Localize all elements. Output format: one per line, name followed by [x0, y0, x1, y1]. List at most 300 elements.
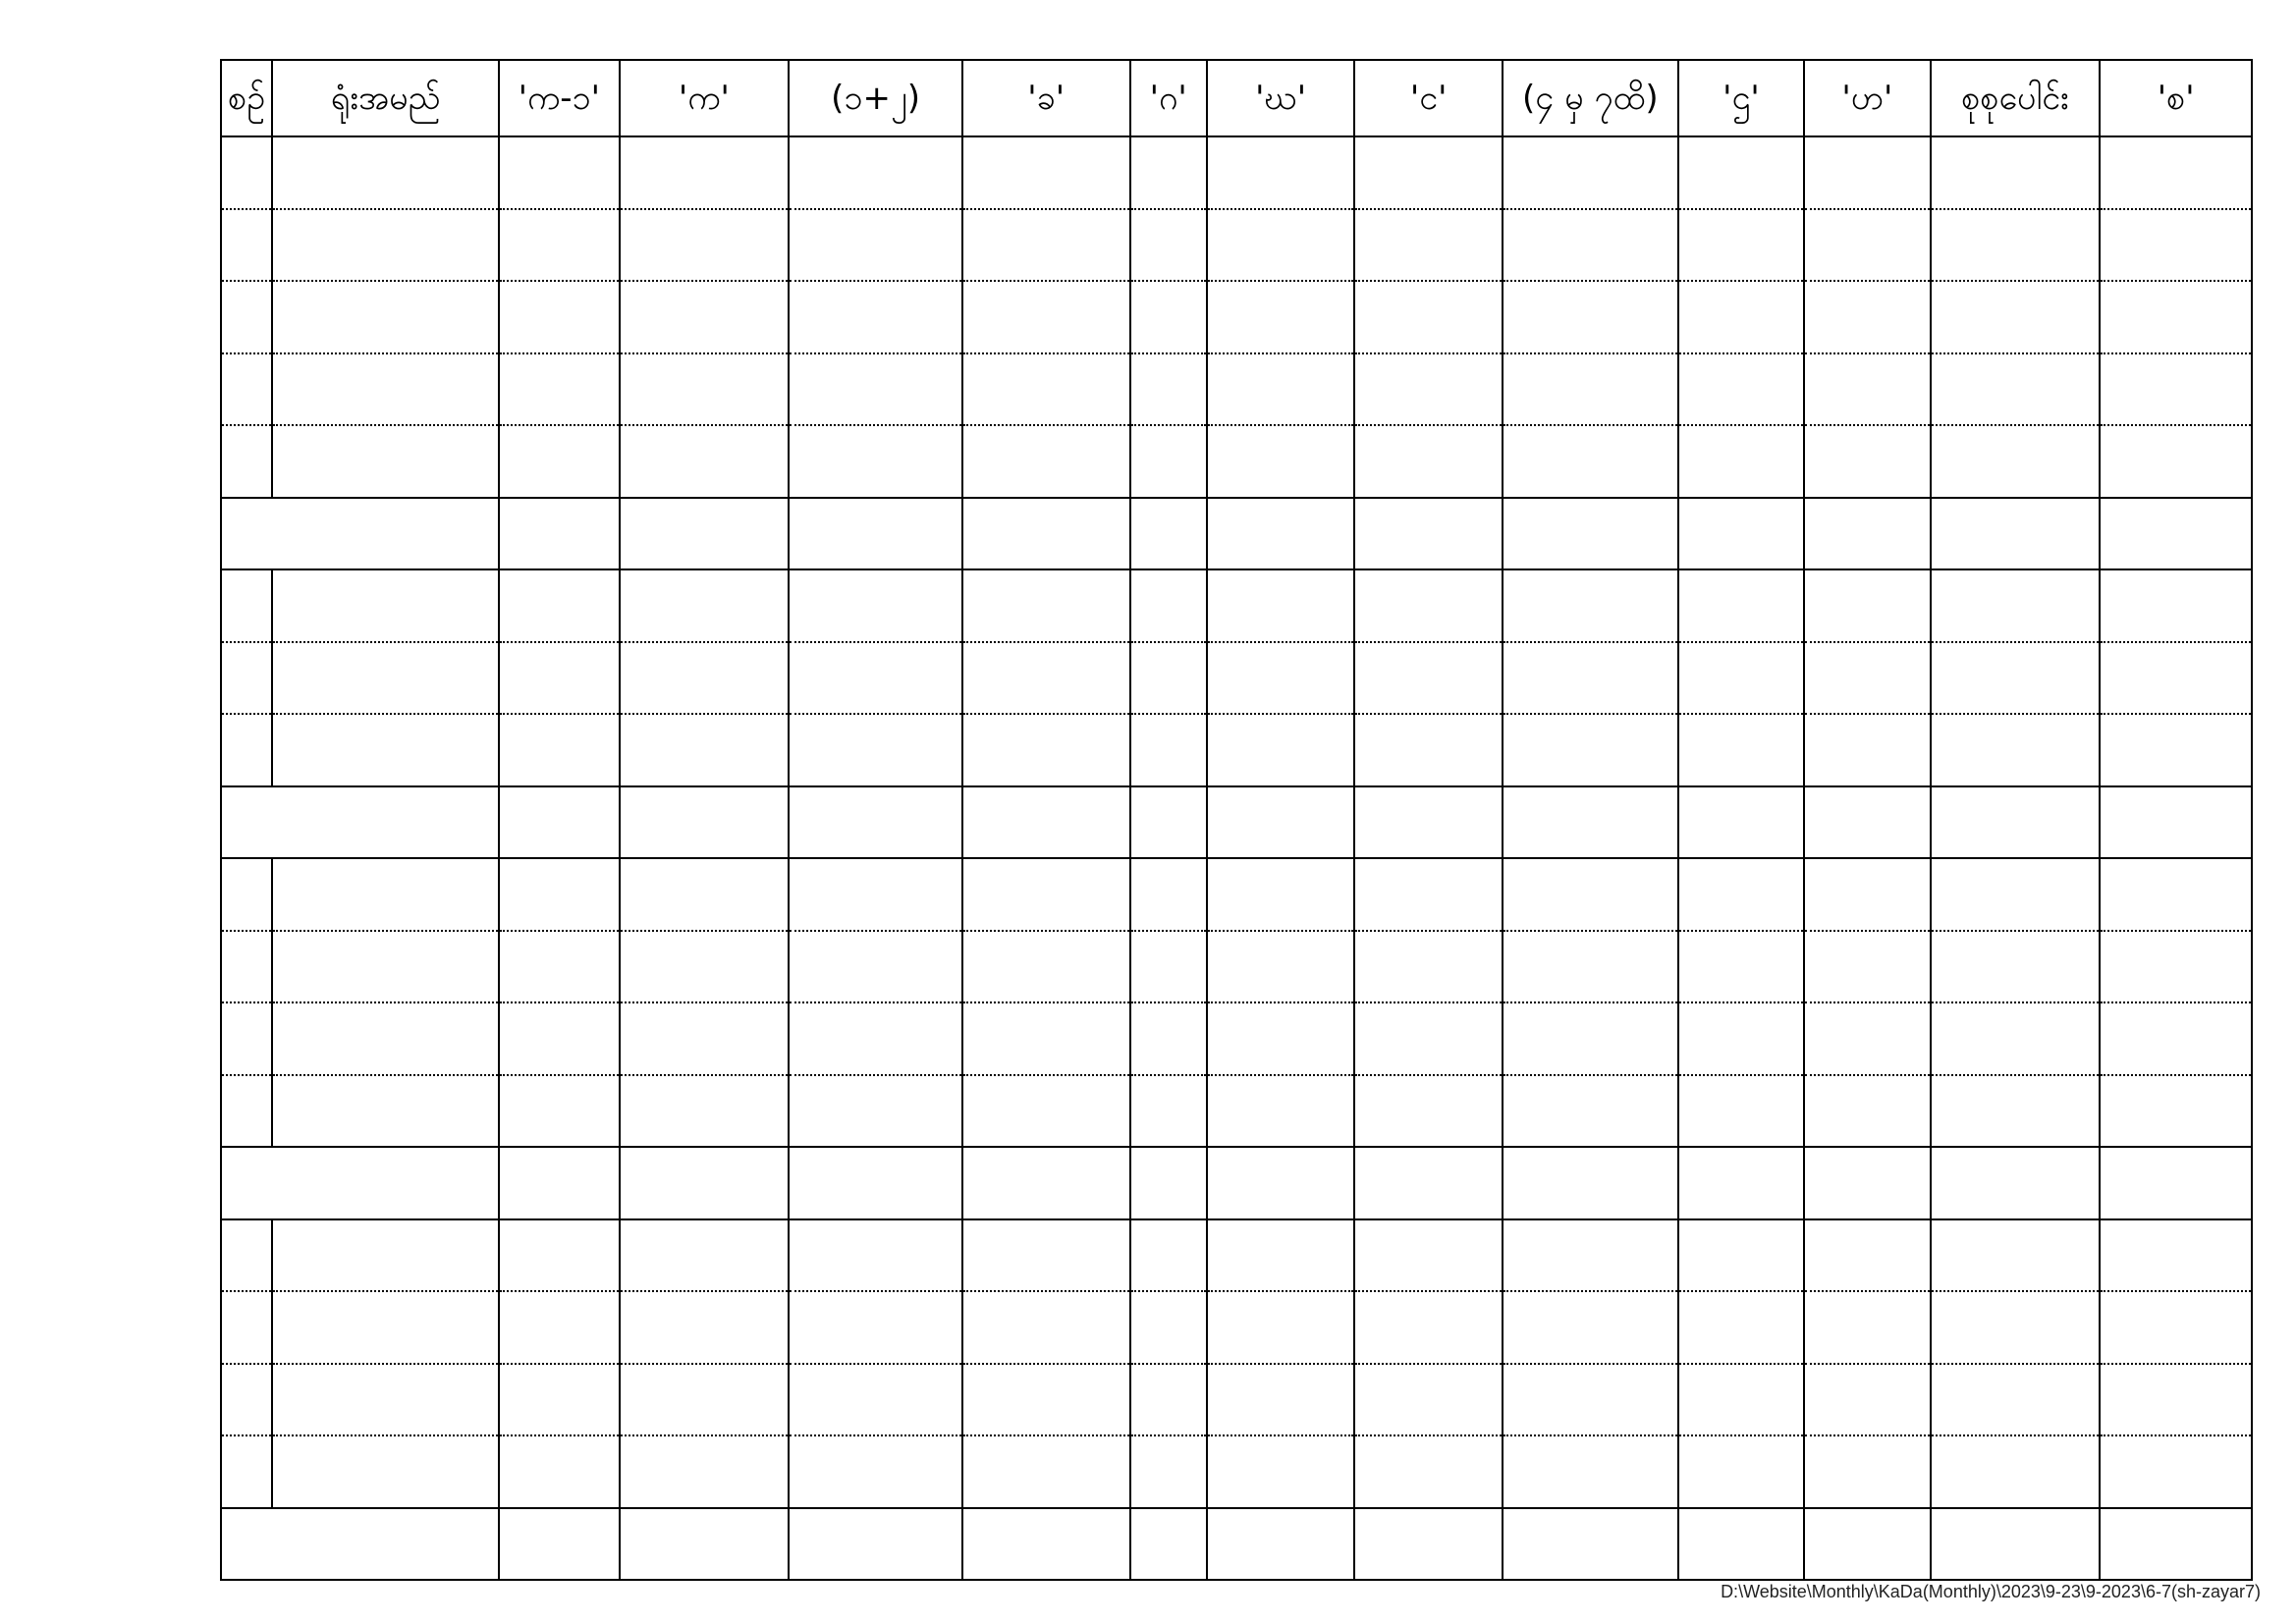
table-row: [221, 281, 2252, 353]
row-cell: [1130, 209, 1207, 282]
row-cell: [1207, 498, 1355, 570]
row-cell: [1804, 209, 1930, 282]
row-cell: [1207, 714, 1355, 786]
row-cell: [1931, 1002, 2101, 1075]
row-cell: [221, 786, 499, 859]
row-cell: [1130, 281, 1207, 353]
row-cell: [962, 1291, 1130, 1364]
row-cell: [1354, 425, 1503, 498]
row-cell: [789, 1219, 962, 1292]
table-row: [221, 1147, 2252, 1219]
table-row: [221, 642, 2252, 715]
row-cell: [1678, 1508, 1804, 1581]
row-cell: [1503, 858, 1678, 931]
row-cell: [1804, 1147, 1930, 1219]
row-cell: [962, 425, 1130, 498]
table-row: [221, 1435, 2252, 1508]
header-1-plus-2: (၁+၂): [789, 60, 962, 136]
header-sa: 'စ': [2100, 60, 2252, 136]
row-cell: [1931, 353, 2101, 426]
row-cell: [272, 209, 499, 282]
row-cell: [1130, 1364, 1207, 1436]
row-cell: [1931, 1435, 2101, 1508]
table-header: [221, 60, 2252, 136]
row-cell: [1678, 353, 1804, 426]
row-cell: [221, 1364, 272, 1436]
row-cell: [1678, 209, 1804, 282]
row-cell: [1678, 642, 1804, 715]
row-cell: [1130, 858, 1207, 931]
table-row: [221, 136, 2252, 209]
row-cell: [1354, 281, 1503, 353]
row-cell: [221, 281, 272, 353]
row-cell: [499, 1075, 619, 1148]
row-cell: [1503, 1002, 1678, 1075]
row-cell: [620, 931, 790, 1003]
row-cell: [499, 569, 619, 642]
row-cell: [1804, 1002, 1930, 1075]
row-cell: [962, 569, 1130, 642]
row-cell: [1503, 1435, 1678, 1508]
row-cell: [1207, 931, 1355, 1003]
table-row: [221, 858, 2252, 931]
row-cell: [272, 281, 499, 353]
row-cell: [1931, 569, 2101, 642]
row-cell: [1678, 1075, 1804, 1148]
row-cell: [2100, 1291, 2252, 1364]
row-cell: [1130, 642, 1207, 715]
row-cell: [620, 786, 790, 859]
row-cell: [1931, 209, 2101, 282]
row-cell: [1804, 714, 1930, 786]
header-ka-1: 'က-၁': [499, 60, 619, 136]
row-cell: [1503, 136, 1678, 209]
row-cell: [2100, 642, 2252, 715]
row-cell: [1503, 498, 1678, 570]
row-cell: [789, 498, 962, 570]
row-cell: [1130, 569, 1207, 642]
header-nga: 'င': [1354, 60, 1503, 136]
row-cell: [1931, 931, 2101, 1003]
row-cell: [789, 1147, 962, 1219]
row-cell: [272, 931, 499, 1003]
row-cell: [1354, 931, 1503, 1003]
header-4-to-7: (၄ မှ ၇ထိ): [1503, 60, 1678, 136]
row-cell: [1804, 1508, 1930, 1581]
row-cell: [221, 1291, 272, 1364]
row-cell: [620, 1075, 790, 1148]
row-cell: [272, 425, 499, 498]
row-cell: [962, 642, 1130, 715]
row-cell: [620, 1147, 790, 1219]
table-row: [221, 425, 2252, 498]
row-cell: [272, 1364, 499, 1436]
row-cell: [1678, 498, 1804, 570]
row-cell: [221, 209, 272, 282]
row-cell: [1354, 569, 1503, 642]
row-cell: [1804, 1364, 1930, 1436]
row-cell: [620, 714, 790, 786]
row-cell: [1503, 1075, 1678, 1148]
row-cell: [789, 569, 962, 642]
row-cell: [1678, 281, 1804, 353]
row-cell: [272, 353, 499, 426]
table-row: [221, 1219, 2252, 1292]
row-cell: [1207, 1435, 1355, 1508]
row-cell: [1207, 858, 1355, 931]
row-cell: [2100, 1508, 2252, 1581]
row-cell: [1804, 1075, 1930, 1148]
row-cell: [1207, 1075, 1355, 1148]
row-cell: [620, 1219, 790, 1292]
row-cell: [1354, 353, 1503, 426]
row-cell: [2100, 931, 2252, 1003]
row-cell: [1354, 1002, 1503, 1075]
row-cell: [1804, 1435, 1930, 1508]
row-cell: [1130, 425, 1207, 498]
row-cell: [1931, 281, 2101, 353]
row-cell: [221, 425, 272, 498]
row-cell: [620, 209, 790, 282]
row-cell: [962, 1219, 1130, 1292]
row-cell: [221, 353, 272, 426]
row-cell: [2100, 1364, 2252, 1436]
row-cell: [1678, 1291, 1804, 1364]
row-cell: [1931, 714, 2101, 786]
row-cell: [499, 498, 619, 570]
row-cell: [962, 1075, 1130, 1148]
row-cell: [221, 714, 272, 786]
header-gha: 'ဃ': [1207, 60, 1355, 136]
row-cell: [2100, 209, 2252, 282]
row-cell: [499, 1219, 619, 1292]
row-cell: [272, 714, 499, 786]
row-cell: [1678, 1435, 1804, 1508]
row-cell: [1804, 1219, 1930, 1292]
row-cell: [221, 498, 499, 570]
header-ka: 'က': [620, 60, 790, 136]
row-cell: [2100, 1147, 2252, 1219]
row-cell: [962, 1364, 1130, 1436]
header-kha: 'ခ': [962, 60, 1130, 136]
row-cell: [1130, 1291, 1207, 1364]
table-row: [221, 714, 2252, 786]
row-cell: [1804, 136, 1930, 209]
row-cell: [2100, 1075, 2252, 1148]
row-cell: [1503, 1219, 1678, 1292]
table-body: [221, 136, 2252, 1580]
row-cell: [789, 1508, 962, 1581]
header-office-name: ရုံးအမည်: [272, 60, 499, 136]
row-cell: [1931, 786, 2101, 859]
row-cell: [1503, 1291, 1678, 1364]
row-cell: [2100, 281, 2252, 353]
row-cell: [1931, 136, 2101, 209]
row-cell: [1931, 1508, 2101, 1581]
row-cell: [1931, 858, 2101, 931]
row-cell: [1130, 1435, 1207, 1508]
row-cell: [789, 642, 962, 715]
row-cell: [1931, 1291, 2101, 1364]
row-cell: [1207, 1364, 1355, 1436]
row-cell: [962, 858, 1130, 931]
row-cell: [1207, 1002, 1355, 1075]
row-cell: [1354, 1435, 1503, 1508]
row-cell: [221, 1075, 272, 1148]
table-row: [221, 1002, 2252, 1075]
table-row: [221, 1508, 2252, 1581]
row-cell: [620, 1364, 790, 1436]
table-row: [221, 209, 2252, 282]
row-cell: [1804, 1291, 1930, 1364]
row-cell: [499, 1364, 619, 1436]
row-cell: [962, 714, 1130, 786]
row-cell: [789, 209, 962, 282]
row-cell: [2100, 1219, 2252, 1292]
row-cell: [962, 353, 1130, 426]
row-cell: [1207, 1291, 1355, 1364]
row-cell: [962, 498, 1130, 570]
row-cell: [1804, 642, 1930, 715]
row-cell: [499, 1002, 619, 1075]
row-cell: [1503, 786, 1678, 859]
row-cell: [2100, 786, 2252, 859]
row-cell: [962, 1002, 1130, 1075]
header-ha: 'ဟ': [1804, 60, 1930, 136]
row-cell: [1130, 786, 1207, 859]
row-cell: [1207, 281, 1355, 353]
row-cell: [1503, 1147, 1678, 1219]
row-cell: [620, 569, 790, 642]
row-cell: [962, 281, 1130, 353]
row-cell: [499, 353, 619, 426]
header-total: စုစုပေါင်း: [1931, 60, 2101, 136]
row-cell: [1804, 569, 1930, 642]
row-cell: [962, 1435, 1130, 1508]
row-cell: [1678, 786, 1804, 859]
row-cell: [1804, 281, 1930, 353]
row-cell: [620, 1291, 790, 1364]
row-cell: [962, 1508, 1130, 1581]
row-cell: [620, 858, 790, 931]
row-cell: [2100, 136, 2252, 209]
row-cell: [2100, 858, 2252, 931]
row-cell: [789, 1364, 962, 1436]
row-cell: [221, 858, 272, 931]
row-cell: [1678, 1147, 1804, 1219]
row-cell: [789, 1002, 962, 1075]
row-cell: [1130, 498, 1207, 570]
row-cell: [1354, 1508, 1503, 1581]
row-cell: [499, 1435, 619, 1508]
row-cell: [1354, 1219, 1503, 1292]
row-cell: [1804, 498, 1930, 570]
row-cell: [2100, 425, 2252, 498]
row-cell: [1354, 858, 1503, 931]
data-table: [220, 59, 2253, 1581]
row-cell: [620, 136, 790, 209]
row-cell: [789, 353, 962, 426]
row-cell: [789, 931, 962, 1003]
table-row: [221, 569, 2252, 642]
row-cell: [1678, 1219, 1804, 1292]
table-row: [221, 1075, 2252, 1148]
row-cell: [1130, 931, 1207, 1003]
table-row: [221, 498, 2252, 570]
row-cell: [620, 1508, 790, 1581]
row-cell: [789, 136, 962, 209]
row-cell: [962, 931, 1130, 1003]
row-cell: [221, 1508, 499, 1581]
row-cell: [1130, 1147, 1207, 1219]
row-cell: [789, 1075, 962, 1148]
header-hta: 'ဌ': [1678, 60, 1804, 136]
row-cell: [1207, 1508, 1355, 1581]
row-cell: [789, 858, 962, 931]
row-cell: [499, 281, 619, 353]
row-cell: [499, 714, 619, 786]
row-cell: [1354, 714, 1503, 786]
row-cell: [789, 786, 962, 859]
row-cell: [1207, 353, 1355, 426]
row-cell: [962, 786, 1130, 859]
row-cell: [1207, 642, 1355, 715]
row-cell: [272, 1219, 499, 1292]
row-cell: [1678, 931, 1804, 1003]
row-cell: [221, 1435, 272, 1508]
row-cell: [272, 1435, 499, 1508]
data-table-wrapper: [220, 59, 2253, 1581]
row-cell: [789, 281, 962, 353]
file-path-text: D:\Website\Monthly\KaDa(Monthly)\2023\9-23\9-2023\6-7(sh-zayar7): [1721, 1582, 2261, 1601]
row-cell: [499, 209, 619, 282]
row-cell: [1804, 931, 1930, 1003]
row-cell: [1931, 1364, 2101, 1436]
header-ga: 'ဂ': [1130, 60, 1207, 136]
row-cell: [1503, 1364, 1678, 1436]
row-cell: [1130, 1219, 1207, 1292]
row-cell: [1678, 858, 1804, 931]
row-cell: [221, 1147, 499, 1219]
row-cell: [620, 498, 790, 570]
row-cell: [272, 1291, 499, 1364]
row-cell: [272, 858, 499, 931]
row-cell: [1207, 1147, 1355, 1219]
row-cell: [1804, 786, 1930, 859]
row-cell: [1207, 425, 1355, 498]
row-cell: [1678, 714, 1804, 786]
table-row: [221, 931, 2252, 1003]
row-cell: [499, 136, 619, 209]
row-cell: [1354, 136, 1503, 209]
row-cell: [1931, 642, 2101, 715]
row-cell: [1503, 425, 1678, 498]
row-cell: [1354, 786, 1503, 859]
row-cell: [2100, 1002, 2252, 1075]
row-cell: [962, 1147, 1130, 1219]
row-cell: [2100, 569, 2252, 642]
row-cell: [1503, 209, 1678, 282]
row-cell: [1931, 498, 2101, 570]
row-cell: [620, 425, 790, 498]
row-cell: [789, 425, 962, 498]
row-cell: [1931, 1075, 2101, 1148]
row-cell: [1354, 498, 1503, 570]
row-cell: [1130, 714, 1207, 786]
row-cell: [1503, 353, 1678, 426]
row-cell: [1678, 425, 1804, 498]
row-cell: [1503, 569, 1678, 642]
row-cell: [1678, 1364, 1804, 1436]
row-cell: [620, 642, 790, 715]
row-cell: [221, 1002, 272, 1075]
row-cell: [1804, 858, 1930, 931]
row-cell: [1503, 714, 1678, 786]
row-cell: [272, 1002, 499, 1075]
row-cell: [272, 1075, 499, 1148]
row-cell: [1354, 1291, 1503, 1364]
row-cell: [499, 1147, 619, 1219]
row-cell: [1354, 1147, 1503, 1219]
row-cell: [1354, 1364, 1503, 1436]
row-cell: [221, 1219, 272, 1292]
row-cell: [1503, 642, 1678, 715]
row-cell: [1207, 786, 1355, 859]
row-cell: [2100, 714, 2252, 786]
row-cell: [789, 1435, 962, 1508]
row-cell: [272, 569, 499, 642]
row-cell: [221, 642, 272, 715]
row-cell: [1678, 136, 1804, 209]
row-cell: [1503, 281, 1678, 353]
row-cell: [499, 1291, 619, 1364]
row-cell: [1130, 1508, 1207, 1581]
row-cell: [789, 714, 962, 786]
row-cell: [499, 642, 619, 715]
row-cell: [1503, 1508, 1678, 1581]
row-cell: [789, 1291, 962, 1364]
row-cell: [499, 931, 619, 1003]
row-cell: [499, 425, 619, 498]
row-cell: [1354, 209, 1503, 282]
row-cell: [620, 281, 790, 353]
row-cell: [1207, 1219, 1355, 1292]
row-cell: [1130, 1002, 1207, 1075]
row-cell: [1931, 1147, 2101, 1219]
row-cell: [1130, 353, 1207, 426]
row-cell: [221, 136, 272, 209]
row-cell: [1804, 353, 1930, 426]
row-cell: [1931, 425, 2101, 498]
row-cell: [1207, 569, 1355, 642]
header-row: [221, 60, 2252, 136]
row-cell: [1207, 136, 1355, 209]
row-cell: [620, 1002, 790, 1075]
row-cell: [272, 642, 499, 715]
row-cell: [1354, 642, 1503, 715]
row-cell: [1130, 1075, 1207, 1148]
row-cell: [1130, 136, 1207, 209]
row-cell: [1354, 1075, 1503, 1148]
header-serial: စဉ်: [221, 60, 272, 136]
row-cell: [221, 931, 272, 1003]
row-cell: [620, 1435, 790, 1508]
table-row: [221, 1291, 2252, 1364]
row-cell: [1207, 209, 1355, 282]
row-cell: [1678, 1002, 1804, 1075]
row-cell: [2100, 353, 2252, 426]
row-cell: [221, 569, 272, 642]
